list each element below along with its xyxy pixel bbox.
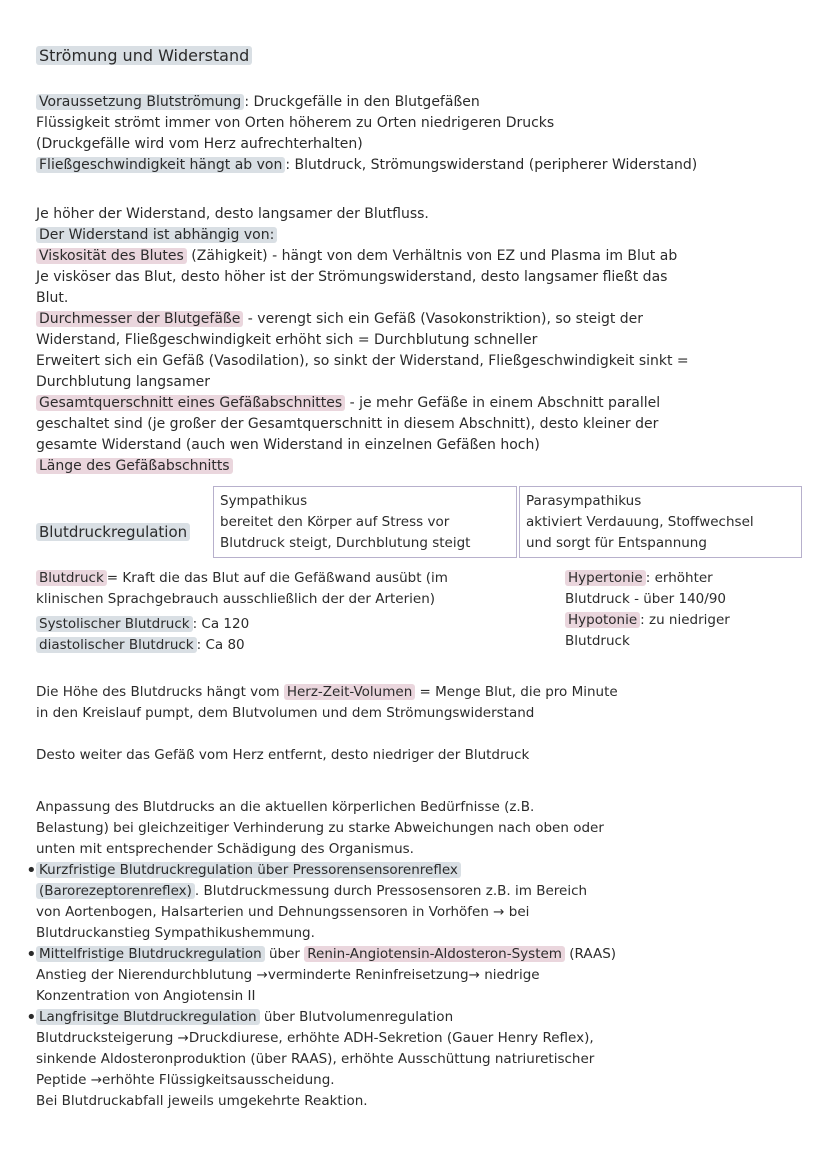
text-line: Blut.	[36, 290, 69, 306]
parasympathikus-line: aktiviert Verdauung, Stoffwechsel	[526, 514, 754, 530]
mittelfristig-label: Mittelfristige Blutdruckregulation	[36, 946, 265, 962]
page-title	[36, 45, 252, 66]
hoehe-section	[36, 682, 618, 766]
hypertonie-label: Hypertonie	[565, 570, 646, 586]
text-line: Durchblutung langsamer	[36, 374, 211, 390]
systolisch-label: Systolischer Blutdruck	[36, 616, 193, 632]
anpassung-section	[36, 797, 616, 1112]
section-stroemung	[36, 92, 697, 176]
fliess-text: : Blutdruck, Strömungswiderstand (peripherer Widerstand)	[285, 157, 698, 173]
parasympathikus-line: und sorgt für Entspannung	[526, 535, 707, 551]
text-line: Bei Blutdruckabfall jeweils umgekehrte Reaktion.	[36, 1093, 368, 1109]
viskositaet-text: (Zähigkeit) - hängt von dem Verhältnis von EZ und Plasma im Blut ab	[186, 248, 678, 264]
text-line: Desto weiter das Gefäß vom Herz entfernt, desto niedriger der Blutdruck	[36, 747, 530, 763]
text-line: Konzentration von Angiotensin II	[36, 988, 256, 1004]
section-widerstand	[36, 204, 689, 477]
sympathikus-box	[213, 486, 517, 558]
text-line: Erweitert sich ein Gefäß (Vasodilation), so sinkt der Widerstand, Fließgeschwindigkeit sinkt =	[36, 353, 689, 369]
hypotonie-text: : zu niedriger	[640, 612, 730, 628]
hyper-hypo-notes	[565, 568, 730, 652]
hypotonie-label: Hypotonie	[565, 612, 640, 628]
text-line: Blutdruck	[565, 633, 630, 649]
herz-zeit-volumen-label: Herz-Zeit-Volumen	[284, 684, 415, 700]
text-line: sinkende Aldosteronproduktion (über RAAS), erhöhte Ausschüttung natriuretischer	[36, 1051, 595, 1067]
parasympathikus-box	[519, 486, 802, 558]
diastolisch-value: : Ca 80	[196, 637, 245, 653]
langfristig-text: über Blutvolumenregulation	[259, 1009, 454, 1025]
text-line: Belastung) bei gleichzeitiger Verhinderung zu starke Abweichungen nach oben oder	[36, 820, 604, 836]
text-fragment: = Menge Blut, die pro Minute	[415, 684, 618, 700]
text-fragment: (RAAS)	[564, 946, 617, 962]
text-line: geschaltet sind (je großer der Gesamtquerschnitt in diesem Abschnitt), desto kleiner der	[36, 416, 659, 432]
text-fragment: Die Höhe des Blutdrucks hängt vom	[36, 684, 284, 700]
fliess-label: Fließgeschwindigkeit hängt ab von	[36, 157, 285, 173]
page-title-text: Strömung und Widerstand	[36, 46, 252, 65]
viskositaet-label: Viskosität des Blutes	[36, 248, 187, 264]
text-line: gesamte Widerstand (auch wen Widerstand in einzelnen Gefäßen hoch)	[36, 437, 540, 453]
sympathikus-title: Sympathikus	[220, 493, 308, 509]
text-line: Blutdruckanstieg Sympathikushemmung.	[36, 925, 315, 941]
abhaengig-label: Der Widerstand ist abhängig von:	[36, 227, 277, 243]
text-line: klinischen Sprachgebrauch ausschließlich der der Arterien)	[36, 591, 436, 607]
laenge-label: Länge des Gefäßabschnitts	[36, 458, 233, 474]
parasympathikus-title: Parasympathikus	[526, 493, 642, 509]
text-line: (Druckgefälle wird vom Herz aufrechterhalten)	[36, 136, 363, 152]
text-line: Anstieg der Nierendurchblutung →verminderte Reninfreisetzung→ niedrige	[36, 967, 540, 983]
bullet-langfristig: •	[26, 1007, 37, 1028]
text-line: Flüssigkeit strömt immer von Orten höherem zu Orten niedrigeren Drucks	[36, 115, 555, 131]
text-line: Blutdrucksteigerung →Druckdiurese, erhöhte ADH-Sekretion (Gauer Henry Reflex),	[36, 1030, 594, 1046]
text-line: Blutdruck - über 140/90	[565, 591, 726, 607]
regulation-heading	[36, 522, 190, 543]
text-line: in den Kreislauf pumpt, dem Blutvolumen und dem Strömungswiderstand	[36, 705, 535, 721]
text-line: Je visköser das Blut, desto höher ist der Strömungswiderstand, desto langsamer fließt das	[36, 269, 668, 285]
langfristig-label: Langfrisitge Blutdruckregulation	[36, 1009, 260, 1025]
sympathikus-line: bereitet den Körper auf Stress vor	[220, 514, 450, 530]
voraussetzung-text: : Druckgefälle in den Blutgefäßen	[244, 94, 480, 110]
bullet-kurzfristig: •	[26, 860, 37, 881]
bullet-mittelfristig: •	[26, 944, 37, 965]
hypertonie-text: : erhöhter	[645, 570, 713, 586]
sympathikus-line: Blutdruck steigt, Durchblutung steigt	[220, 535, 471, 551]
text-line: unten mit entsprechender Schädigung des Organismus.	[36, 841, 414, 857]
text-line: Anpassung des Blutdrucks an die aktuellen körperlichen Bedürfnisse (z.B.	[36, 799, 535, 815]
kurzfristig-label: Kurzfristige Blutdruckregulation über Pressorensensorenreflex	[36, 862, 461, 878]
gesamtquerschnitt-text: - je mehr Gefäße in einem Abschnitt parallel	[345, 395, 661, 411]
blutdruck-text: = Kraft die das Blut auf die Gefäßwand ausübt (im	[106, 570, 448, 586]
regulation-heading-text: Blutdruckregulation	[36, 523, 190, 541]
barorezeptor-label: (Barorezeptorenreflex)	[36, 883, 195, 899]
durchmesser-label: Durchmesser der Blutgefäße	[36, 311, 243, 327]
durchmesser-text: - verengt sich ein Gefäß (Vasokonstriktion), so steigt der	[243, 311, 644, 327]
systolisch-value: : Ca 120	[192, 616, 250, 632]
blutdruck-definition	[36, 568, 448, 656]
raas-label: Renin-Angiotensin-Aldosteron-System	[304, 946, 565, 962]
blutdruck-label: Blutdruck	[36, 570, 107, 586]
text-line: Je höher der Widerstand, desto langsamer der Blutfluss.	[36, 206, 429, 222]
text-line: Peptide →erhöhte Flüssigkeitsausscheidung.	[36, 1072, 335, 1088]
kurzfristig-text: . Blutdruckmessung durch Pressosensoren z.B. im Bereich	[194, 883, 588, 899]
voraussetzung-label: Voraussetzung Blutströmung	[36, 94, 244, 110]
text-line: von Aortenbogen, Halsarterien und Dehnungssensoren in Vorhöfen → bei	[36, 904, 530, 920]
diastolisch-label: diastolischer Blutdruck	[36, 637, 197, 653]
gesamtquerschnitt-label: Gesamtquerschnitt eines Gefäßabschnittes	[36, 395, 345, 411]
text-fragment: über	[264, 946, 305, 962]
text-line: Widerstand, Fließgeschwindigkeit erhöht sich = Durchblutung schneller	[36, 332, 538, 348]
